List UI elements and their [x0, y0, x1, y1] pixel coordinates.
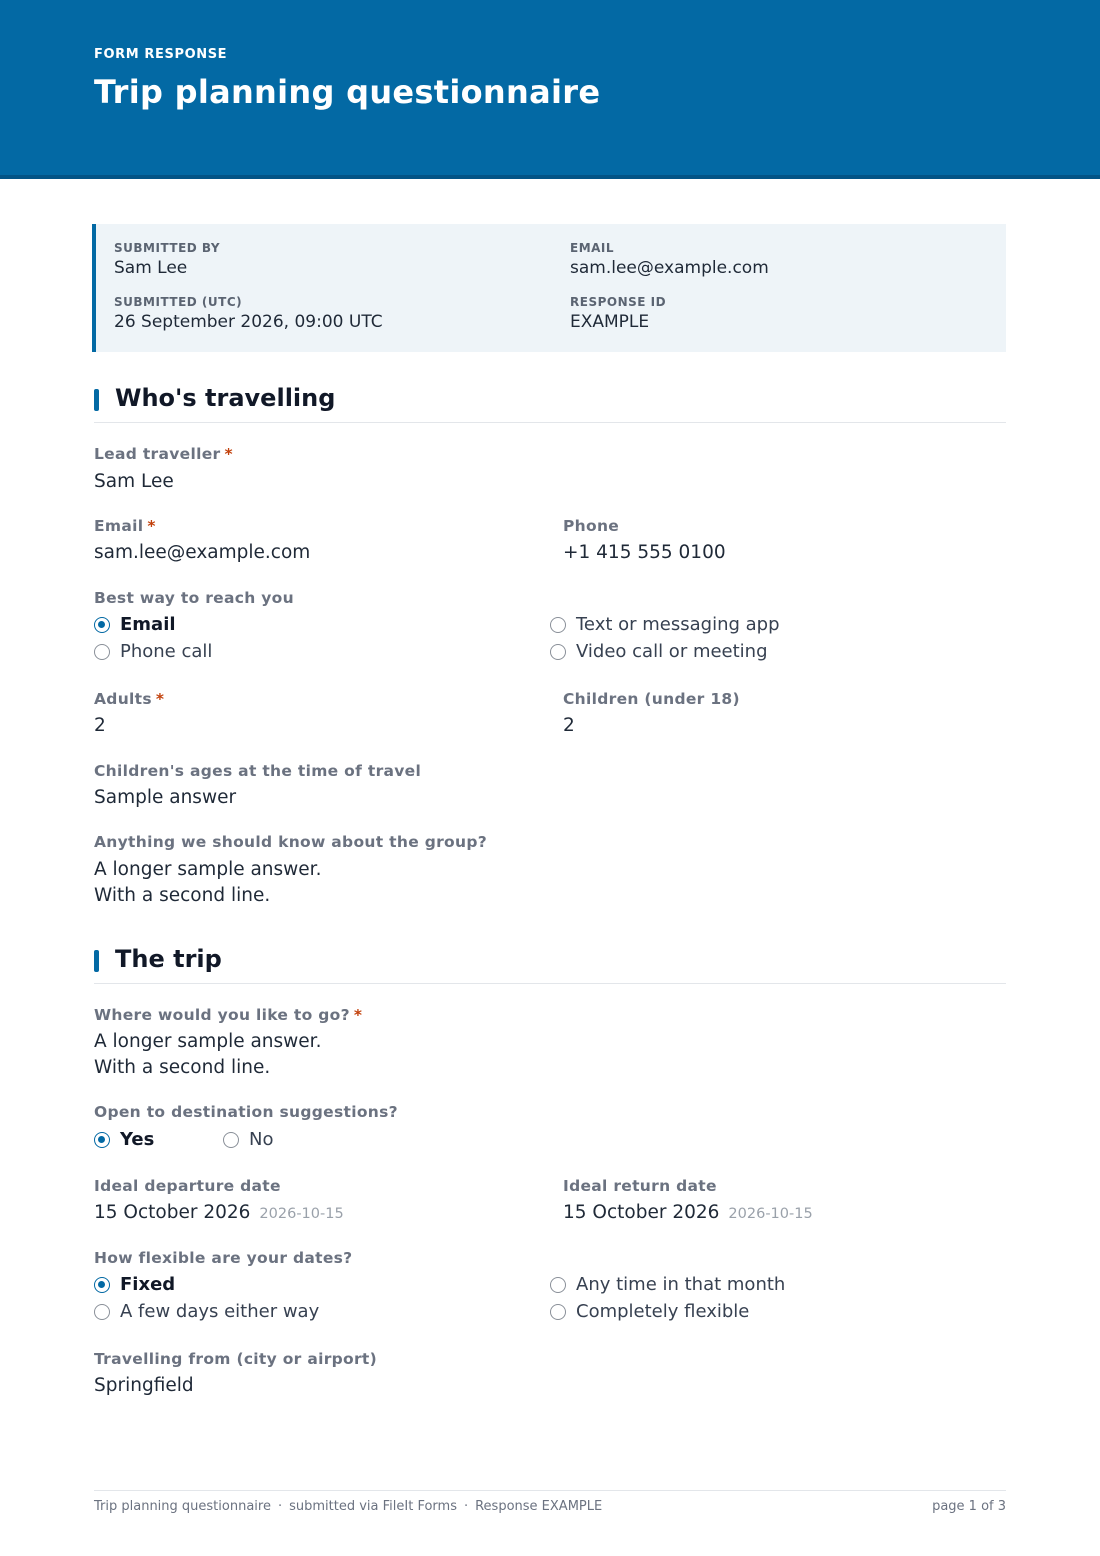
- meta-response-id: [570, 295, 666, 332]
- field-label-children: Children (under 18): [563, 690, 740, 708]
- meta-label: EMAIL: [570, 241, 615, 255]
- radio-empty-icon: [223, 1132, 239, 1148]
- field-value-children-ages: Sample answer: [94, 787, 237, 808]
- meta-submitted-time: [114, 295, 383, 332]
- field-value-destination-line2: With a second line.: [94, 1057, 271, 1078]
- field-label-departure-date: Ideal departure date: [94, 1177, 281, 1195]
- radio-option-label: Yes: [120, 1129, 155, 1150]
- radio-empty-icon: [94, 1304, 110, 1320]
- meta-label: RESPONSE ID: [570, 295, 667, 309]
- field-value-travelling-from: Springfield: [94, 1375, 194, 1396]
- footer-separator: ·: [277, 1499, 283, 1514]
- footer-response: Response EXAMPLE: [475, 1499, 603, 1514]
- iso-date: 2026-10-15: [728, 1206, 813, 1222]
- section-divider: [94, 422, 1006, 423]
- field-label-return-date: Ideal return date: [563, 1177, 717, 1195]
- radio-option-label: Email: [120, 614, 176, 635]
- field-value-lead-traveller: Sam Lee: [94, 471, 174, 492]
- radio-empty-icon: [550, 644, 566, 660]
- section-title-text: The trip: [115, 945, 222, 973]
- meta-value: 26 September 2026, 09:00 UTC: [114, 312, 383, 332]
- submission-meta-panel: [92, 224, 1006, 352]
- required-marker: *: [147, 517, 156, 535]
- footer-page-number: page 1 of 3: [932, 1499, 1006, 1514]
- required-marker: *: [224, 445, 233, 463]
- footer-divider: [94, 1490, 1006, 1491]
- radio-selected-icon: [94, 1277, 110, 1293]
- section-divider: [94, 983, 1006, 984]
- radio-empty-icon: [550, 1277, 566, 1293]
- section-title-text: Who's travelling: [115, 384, 336, 412]
- meta-value: sam.lee@example.com: [570, 258, 769, 278]
- meta-value: EXAMPLE: [570, 312, 650, 332]
- required-marker: *: [155, 690, 165, 708]
- field-label-destination: Where would you like to go? *: [94, 1006, 363, 1024]
- meta-submitted-by: [114, 241, 220, 278]
- radio-option-label: No: [249, 1129, 274, 1150]
- field-label-adults: Adults *: [94, 690, 165, 708]
- footer-form-name: Trip planning questionnaire: [94, 1499, 271, 1514]
- meta-label: SUBMITTED BY: [114, 241, 221, 255]
- field-label-suggestions: Open to destination suggestions?: [94, 1103, 398, 1121]
- meta-label: SUBMITTED (UTC): [114, 295, 243, 309]
- field-value-departure-date: 15 October 2026 2026-10-15: [94, 1202, 344, 1223]
- field-label-children-ages: Children's ages at the time of travel: [94, 762, 422, 780]
- page-header: [0, 0, 1100, 179]
- radio-option-label: Fixed: [120, 1274, 176, 1295]
- field-value-email: sam.lee@example.com: [94, 542, 311, 563]
- radio-option-label: Text or messaging app: [576, 614, 780, 635]
- radio-option-label: Completely flexible: [576, 1301, 750, 1322]
- field-label-travelling-from: Travelling from (city or airport): [94, 1350, 378, 1368]
- footer-separator: ·: [463, 1499, 469, 1514]
- radio-option-label: Phone call: [120, 641, 213, 662]
- iso-date: 2026-10-15: [259, 1206, 344, 1222]
- field-label-lead-traveller: Lead traveller *: [94, 445, 233, 463]
- radio-option-label: A few days either way: [120, 1301, 320, 1322]
- field-label-date-flexibility: How flexible are your dates?: [94, 1249, 353, 1267]
- radio-empty-icon: [550, 617, 566, 633]
- field-label-email: Email *: [94, 517, 156, 535]
- section-accent-bar: [94, 389, 99, 411]
- field-value-children: 2: [563, 715, 575, 736]
- radio-option-label: Video call or meeting: [576, 641, 768, 662]
- footer-via: submitted via FileIt Forms: [289, 1499, 457, 1514]
- meta-email: [570, 241, 769, 278]
- radio-selected-icon: [94, 1132, 110, 1148]
- radio-selected-icon: [94, 617, 110, 633]
- radio-empty-icon: [94, 644, 110, 660]
- field-value-group-notes-line2: With a second line.: [94, 885, 271, 906]
- field-value-adults: 2: [94, 715, 106, 736]
- radio-empty-icon: [550, 1304, 566, 1320]
- field-value-group-notes-line1: A longer sample answer.: [94, 859, 322, 880]
- radio-option-label: Any time in that month: [576, 1274, 786, 1295]
- field-value-return-date: 15 October 2026 2026-10-15: [563, 1202, 813, 1223]
- field-value-phone: +1 415 555 0100: [563, 542, 726, 563]
- section-accent-bar: [94, 950, 99, 972]
- page-title: Trip planning questionnaire: [94, 73, 601, 111]
- field-label-group-notes: Anything we should know about the group?: [94, 833, 488, 851]
- field-label-phone: Phone: [563, 517, 620, 535]
- form-response-eyebrow: FORM RESPONSE: [94, 47, 228, 62]
- required-marker: *: [353, 1006, 363, 1024]
- meta-value: Sam Lee: [114, 258, 188, 278]
- field-value-destination-line1: A longer sample answer.: [94, 1031, 322, 1052]
- field-label-contact-method: Best way to reach you: [94, 589, 294, 607]
- footer-left: [94, 1499, 602, 1514]
